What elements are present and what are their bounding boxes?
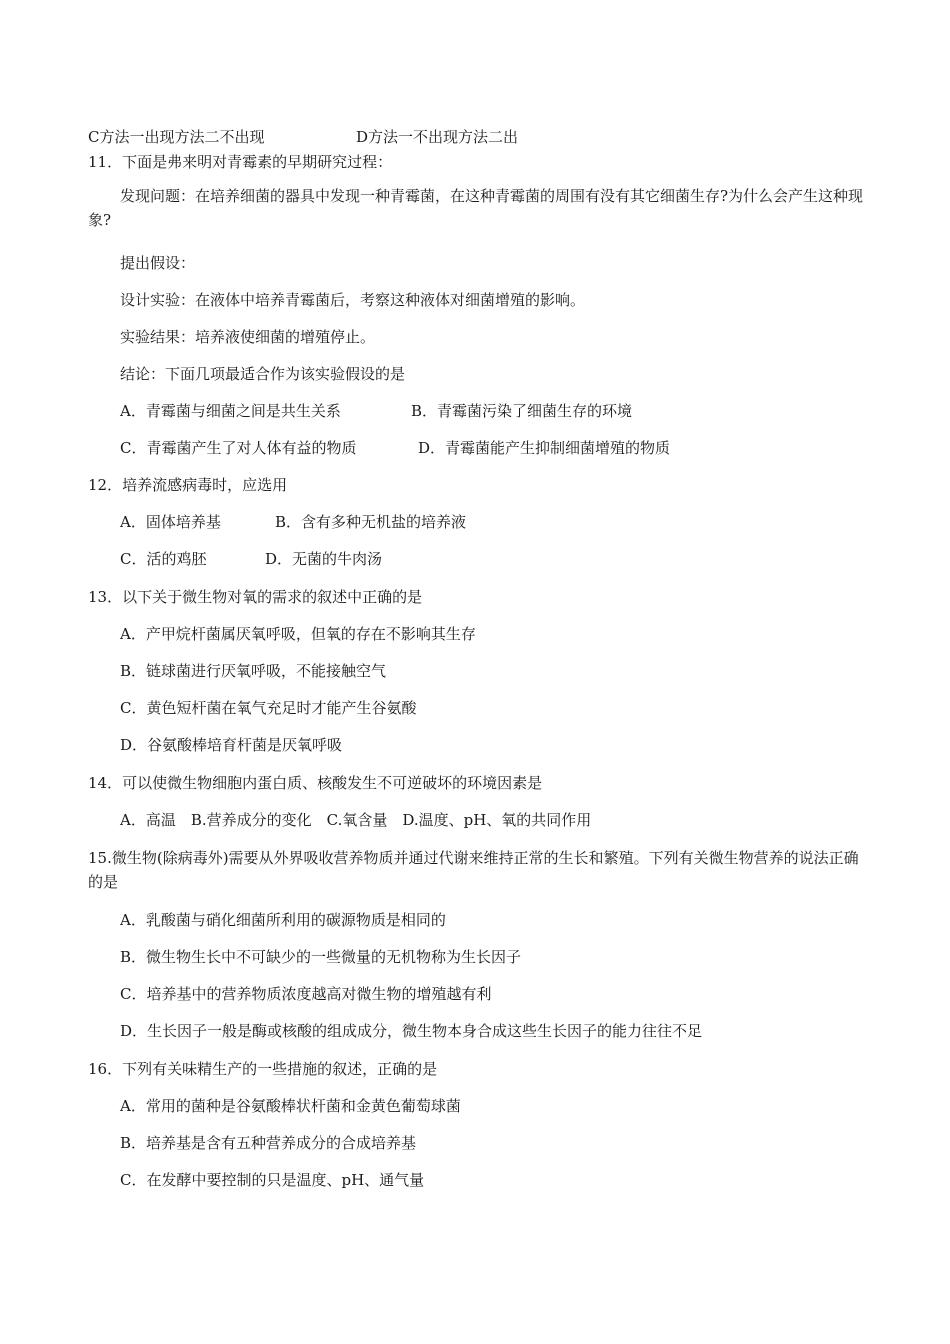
q11-option-b: B．青霉菌污染了细菌生存的环境 — [411, 402, 633, 420]
q11-paragraph-conclusion: 结论：下面几项最适合作为该实验假设的是 — [120, 365, 406, 383]
q15-option-a: A．乳酸菌与硝化细菌所利用的碳源物质是相同的 — [120, 911, 446, 929]
q15-option-b: B．微生物生长中不可缺少的一些微量的无机物称为生长因子 — [120, 948, 522, 966]
q11-stem: 11．下面是弗来明对青霉素的早期研究过程： — [88, 153, 393, 171]
q14-stem: 14．可以使微生物细胞内蛋白质、核酸发生不可逆破坏的环境因素是 — [88, 774, 543, 792]
q16-option-b: B．培养基是含有五种营养成分的合成培养基 — [120, 1134, 417, 1152]
q10-options-cd — [88, 127, 518, 147]
q12-option-b: B．含有多种无机盐的培养液 — [275, 513, 467, 531]
q16-stem: 16．下列有关味精生产的一些措施的叙述，正确的是 — [88, 1060, 438, 1078]
q11-options-ab — [120, 401, 632, 421]
q12-stem: 12．培养流感病毒时，应选用 — [88, 476, 288, 494]
q15-option-c: C．培养基中的营养物质浓度越高对微生物的增殖越有利 — [120, 985, 492, 1003]
q11-option-d: D．青霉菌能产生抑制细菌增殖的物质 — [418, 439, 671, 457]
q15-stem: 15.微生物(除病毒外)需要从外界吸收营养物质并通过代谢来维持正常的生长和繁殖。下列有关微生物营养的说法正确的是 — [88, 849, 859, 891]
q15-option-d: D．生长因子一般是酶或核酸的组成成分，微生物本身合成这些生长因子的能力往往不足 — [120, 1022, 703, 1040]
q12-option-d: D．无菌的牛肉汤 — [265, 550, 383, 568]
q11-paragraph-result: 实验结果：培养液使细菌的增殖停止。 — [120, 328, 376, 346]
q16-option-c: C．在发酵中要控制的只是温度、pH、通气量 — [120, 1171, 425, 1189]
q12-option-c: C．活的鸡胚 — [120, 550, 207, 568]
q10-option-c: C方法一出现方法二不出现 — [88, 128, 265, 146]
q11-option-a: A．青霉菌与细菌之间是共生关系 — [120, 402, 341, 420]
q11-paragraph-design: 设计实验：在液体中培养青霉菌后，考察这种液体对细菌增殖的影响。 — [120, 291, 586, 309]
q13-stem: 13．以下关于微生物对氧的需求的叙述中正确的是 — [88, 588, 423, 606]
q12-options-ab — [120, 512, 466, 532]
q12-options-cd — [120, 549, 382, 569]
q11-paragraph-hypothesis: 提出假设： — [120, 254, 196, 272]
q13-option-d: D．谷氨酸棒培育杆菌是厌氧呼吸 — [120, 736, 343, 754]
q11-option-c: C．青霉菌产生了对人体有益的物质 — [120, 439, 357, 457]
q16-option-a: A．常用的菌种是谷氨酸棒状杆菌和金黄色葡萄球菌 — [120, 1097, 461, 1115]
q12-option-a: A．固体培养基 — [120, 513, 221, 531]
q11-options-cd — [120, 438, 670, 458]
q11-paragraph-problem: 发现问题：在培养细菌的器具中发现一种青霉菌，在这种青霉菌的周围有没有其它细菌生存?为什么会产生这种现象? — [88, 187, 864, 229]
q14-options: A．高温 B.营养成分的变化 C.氧含量 D.温度、pH、氧的共同作用 — [120, 811, 592, 829]
q10-option-d: D方法一不出现方法二出 — [356, 128, 519, 146]
q13-option-c: C．黄色短杆菌在氧气充足时才能产生谷氨酸 — [120, 699, 417, 717]
q13-option-b: B．链球菌进行厌氧呼吸，不能接触空气 — [120, 662, 387, 680]
q13-option-a: A．产甲烷杆菌属厌氧呼吸，但氧的存在不影响其生存 — [120, 625, 476, 643]
